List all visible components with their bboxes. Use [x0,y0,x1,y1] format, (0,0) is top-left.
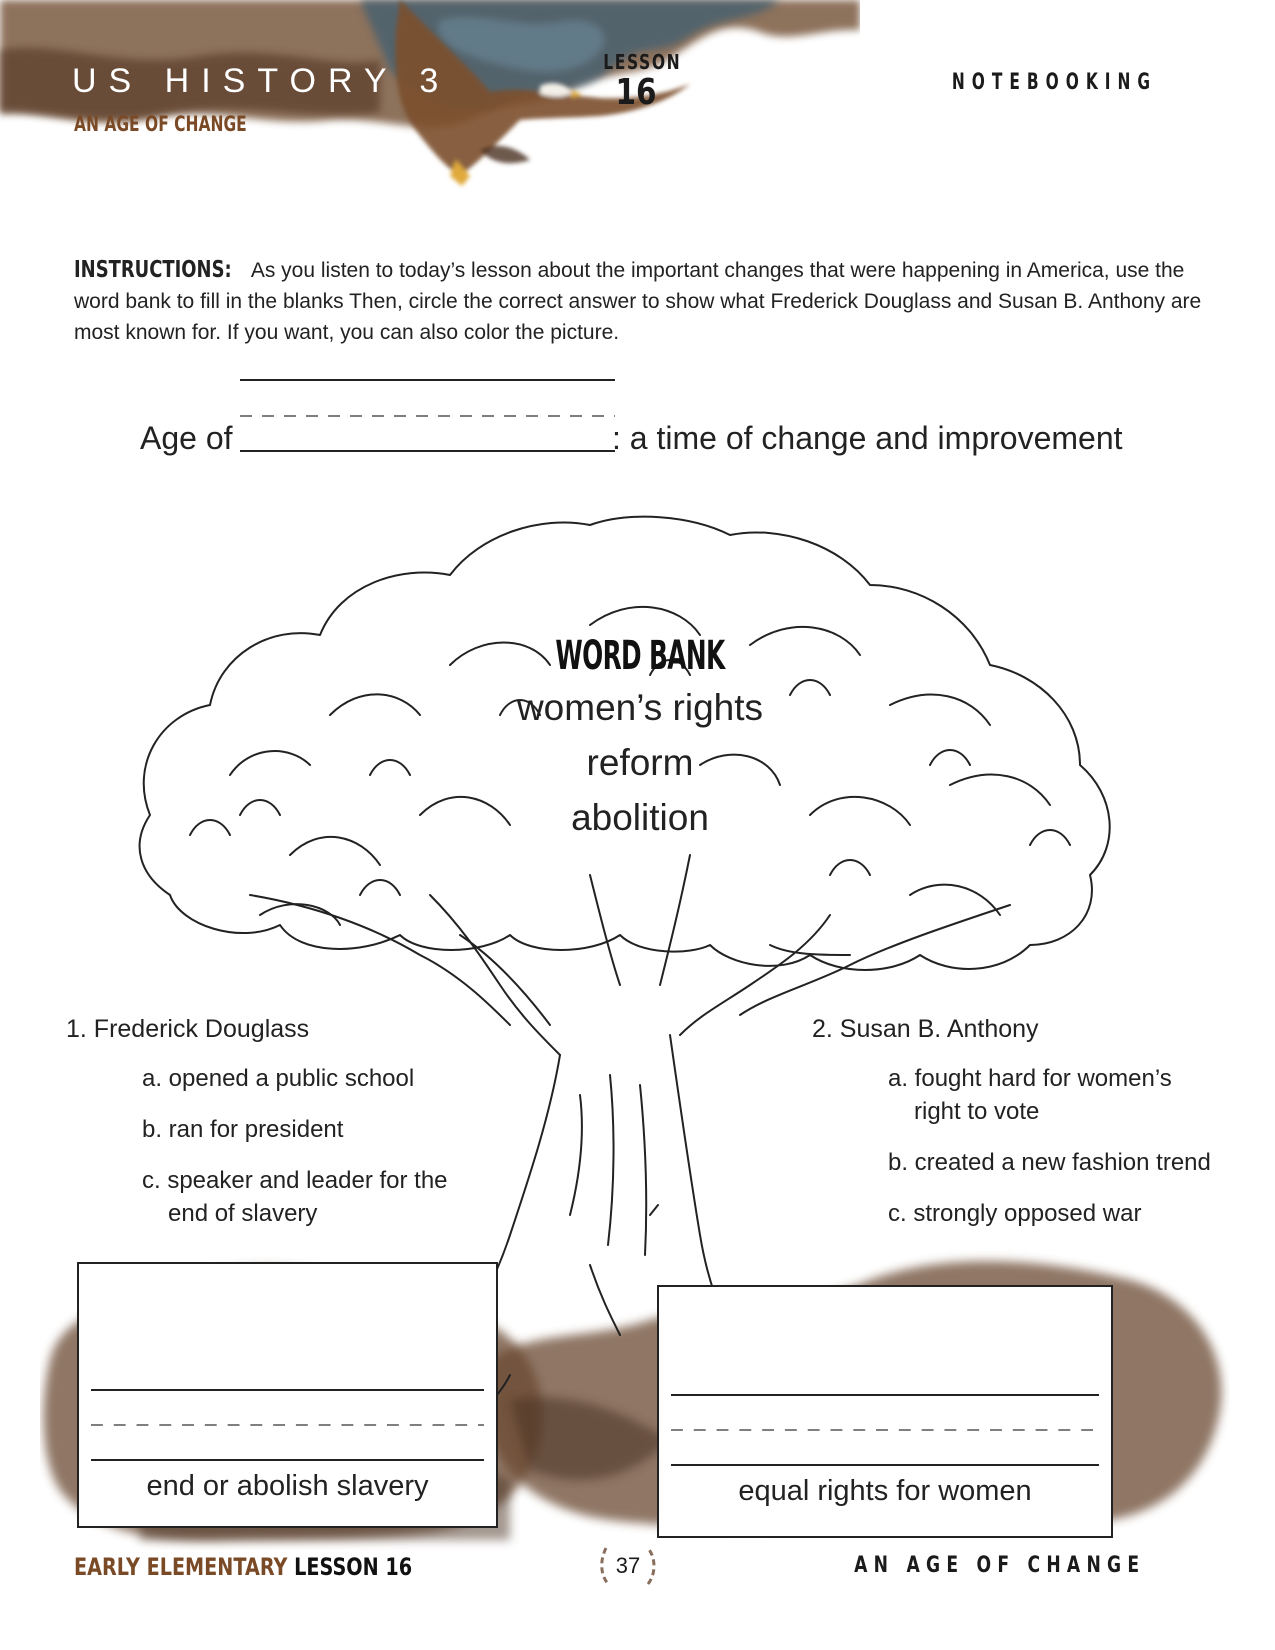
answer-box-anthony [657,1285,1113,1538]
answer-box-douglass [77,1262,498,1528]
answer-option[interactable]: c. speaker and leader for the end of slavery [142,1167,448,1227]
course-subtitle: AN AGE OF CHANGE [74,112,247,136]
question-title: 2. Susan B. Anthony [812,1015,1039,1043]
lesson-word: LESSON [603,50,682,74]
question-susan-b-anthony [812,1014,1232,1230]
answer-box-caption: end or abolish slavery [146,1470,429,1502]
question-title: 1. Frederick Douglass [66,1015,310,1043]
answer-option[interactable]: a. opened a public school [142,1065,415,1092]
lesson-number: 16 [615,72,657,113]
section-label: NOTEBOOKING [951,70,1157,95]
footer-course [74,1553,412,1581]
answer-option[interactable]: a. fought hard for women’s right to vote [888,1065,1172,1125]
instructions-text: As you listen to today’s lesson about the important changes that were happening in America, use the word bank to fill in the blanks Then, circle the correct answer to show what Frederick Douglass and Susan B. Anthony are most known for. If you want, you can also color the picture. [74,259,1202,344]
instructions [74,255,1214,348]
answer-writing-lines[interactable] [671,1393,1099,1467]
word-bank [470,632,810,845]
page-number: 37 [615,1553,641,1578]
word-bank-title: WORD BANK [555,633,725,679]
question-options [888,1062,1218,1230]
answer-option[interactable]: b. ran for president [142,1116,344,1143]
age-prompt [140,420,1123,457]
answer-option[interactable]: b. created a new fashion trend [888,1149,1211,1176]
word-bank-item: women’s rights [516,687,764,728]
word-bank-item: reform [586,742,694,783]
answer-writing-lines[interactable] [91,1388,484,1462]
answer-box-caption: equal rights for women [738,1475,1032,1507]
age-answer-lines[interactable] [240,378,615,454]
course-title: US HISTORY 3 [72,62,451,100]
footer-grade: EARLY ELEMENTARY [74,1553,288,1581]
question-options [142,1062,472,1230]
footer-lesson: LESSON 16 [294,1553,413,1581]
word-bank-item: abolition [571,797,709,838]
question-frederick-douglass [66,1014,486,1230]
instructions-label: INSTRUCTIONS: [74,257,232,283]
answer-option[interactable]: c. strongly opposed war [888,1200,1142,1227]
age-prefix: Age of [140,420,233,456]
lesson-tag [594,50,682,113]
age-suffix: : a time of change and improvement [612,420,1123,456]
footer-title: AN AGE OF CHANGE [853,1553,1145,1578]
